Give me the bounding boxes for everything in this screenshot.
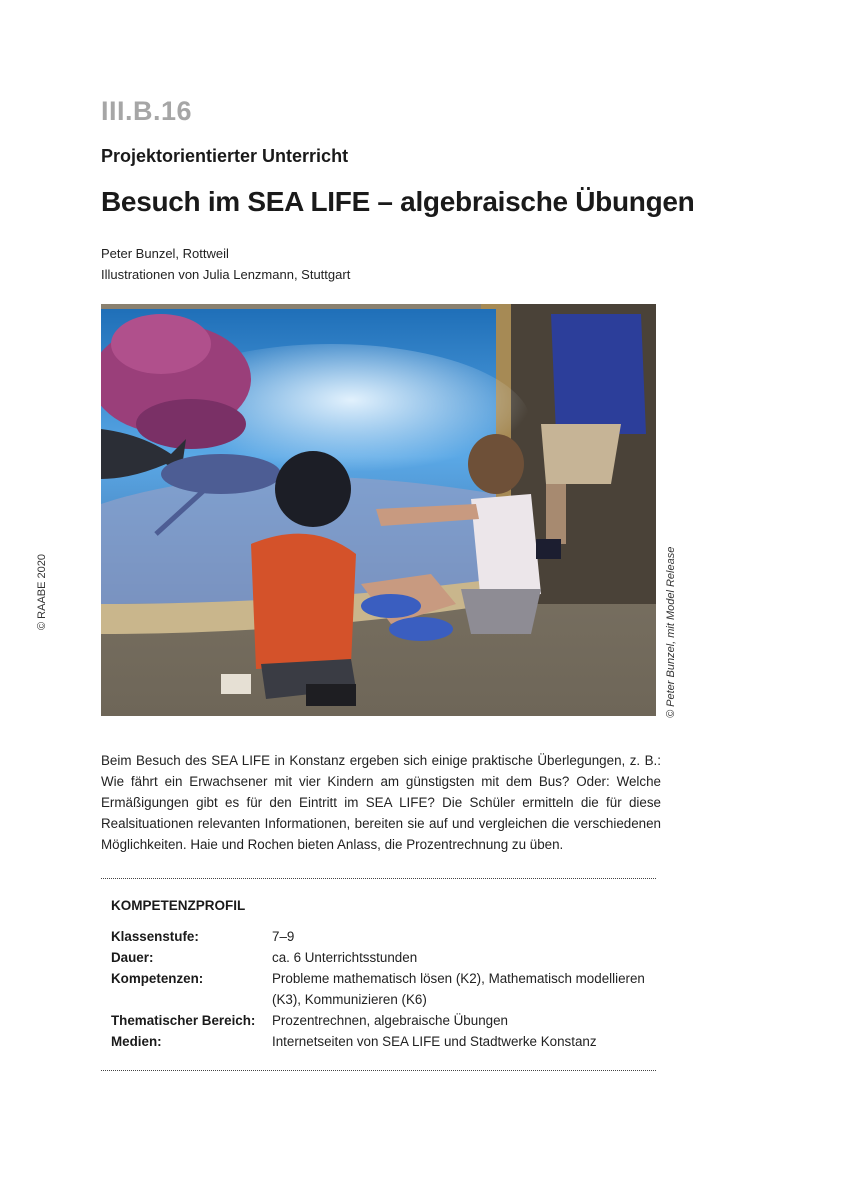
profile-value: 7–9 bbox=[272, 929, 295, 944]
illustrator-line: Illustrationen von Julia Lenzmann, Stuttgart bbox=[101, 267, 351, 282]
profile-label: Medien: bbox=[111, 1034, 162, 1049]
profile-label: Dauer: bbox=[111, 950, 154, 965]
profile-row bbox=[111, 1010, 656, 1031]
competence-profile bbox=[111, 926, 656, 1052]
profile-row bbox=[111, 947, 656, 968]
profile-value: ca. 6 Unterrichtsstunden bbox=[272, 950, 418, 965]
dotted-divider-bottom bbox=[101, 1070, 656, 1071]
profile-row bbox=[111, 926, 656, 947]
author-line: Peter Bunzel, Rottweil bbox=[101, 246, 229, 261]
profile-value: Probleme mathematisch lösen (K2), Mathematisch modellieren (K3), Kommunizieren (K6) bbox=[272, 971, 645, 1007]
profile-value: Prozentrechnen, algebraische Übungen bbox=[272, 1013, 508, 1028]
photo-credit: © Peter Bunzel, mit Model Release bbox=[665, 546, 677, 718]
dotted-divider-top bbox=[101, 878, 656, 879]
page-title: Besuch im SEA LIFE – algebraische Übungen bbox=[101, 186, 695, 217]
profile-row bbox=[111, 968, 656, 1010]
profile-row bbox=[111, 1031, 656, 1052]
intro-paragraph: Beim Besuch des SEA LIFE in Konstanz ergeben sich einige praktische Überlegungen, z. B.: Wie fährt ein Erwachsener mit vier Kindern am günstigsten mit dem Bus? Oder: Welche Ermäßigungen gibt es für den Eintritt im SEA LIFE? Die Schüler ermitteln die für diese Realsituationen relevanten Informationen, bereiten sie auf und vergleichen die verschiedenen Möglichkeiten. Haie und Rochen bieten Anlass, die Prozentrechnung zu üben. bbox=[101, 753, 661, 852]
profile-label: Klassenstufe: bbox=[111, 929, 199, 944]
publisher-copyright: © RAABE 2020 bbox=[36, 554, 48, 630]
profile-label: Thematischer Bereich: bbox=[111, 1013, 256, 1028]
profile-value: Internetseiten von SEA LIFE und Stadtwerke Konstanz bbox=[272, 1034, 597, 1049]
profile-label: Kompetenzen: bbox=[111, 971, 204, 986]
category-heading: Projektorientierter Unterricht bbox=[101, 146, 349, 166]
aquarium-photo bbox=[101, 304, 656, 716]
unit-code: III.B.16 bbox=[101, 96, 193, 126]
profile-title: KOMPETENZPROFIL bbox=[111, 898, 246, 913]
photo-illustration bbox=[101, 304, 656, 716]
